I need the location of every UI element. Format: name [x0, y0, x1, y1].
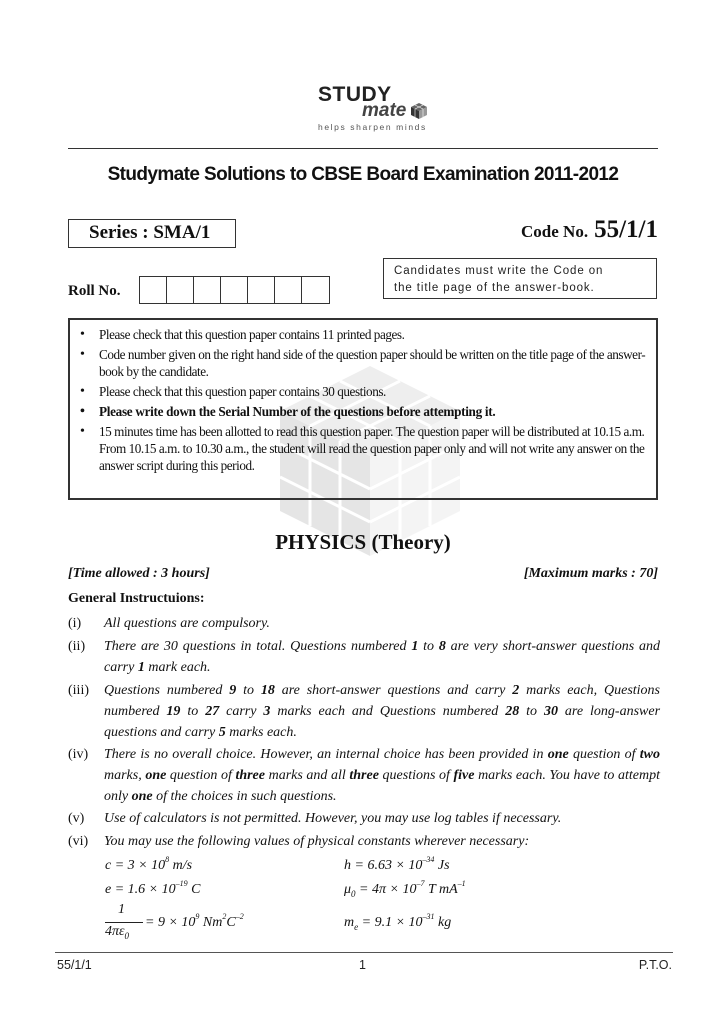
logo-tagline: helps sharpen minds [318, 122, 427, 132]
instruction-number: (vi) [68, 834, 89, 849]
roll-no-boxes[interactable] [139, 276, 330, 304]
constant-planck: $h = 6.63 \times 10^{-34}$ Js [344, 855, 450, 873]
page-number: 1 [359, 958, 366, 972]
code-label: Code No. [521, 222, 589, 241]
candidate-note-line: the title page of the answer-book. [394, 282, 595, 294]
instruction-text: There is no overall choice. However, an internal choice has been provided in one question of two marks, one question of three marks and all three questions of five marks each. You have to attempt only one of the choices in such questions. [104, 747, 660, 804]
roll-no-box[interactable] [221, 277, 248, 303]
constant-electron-mass: $m_e = 9.1 \times 10^{-31}$ kg [344, 912, 452, 932]
candidate-note-box [383, 258, 657, 299]
roll-no-label: Roll No. [68, 283, 121, 299]
checklist-item: • Please write down the Serial Number of the questions before attempting it. [80, 404, 496, 419]
footer-code: 55/1/1 [57, 958, 92, 972]
time-allowed: [Time allowed : 3 hours] [68, 566, 210, 581]
bullet-icon: • [80, 384, 85, 399]
constant-coulomb: = $9 \times 10^9$ $Nm^2C^{-2}$ [145, 912, 244, 930]
instruction-number: (i) [68, 616, 82, 631]
instruction-text: Use of calculators is not permitted. However, you may use log tables if necessary. [104, 811, 562, 826]
instruction-text: All questions are compulsory. [104, 616, 270, 631]
fraction-bar [105, 922, 143, 923]
checklist-item: • Please check that this question paper contains 30 questions. [80, 384, 386, 399]
checklist-box [68, 318, 658, 500]
roll-no-box[interactable] [275, 277, 302, 303]
instruction-vi [68, 831, 660, 852]
roll-no-box[interactable] [167, 277, 194, 303]
instruction-text: Questions numbered 9 to 18 are short-answer questions and carry 2 marks each, Questions numbered 19 to 27 carry 3 marks each and Questions numbered 28 to 30 are long-answer questions and carry 5 marks each. [104, 683, 661, 740]
subject-title: PHYSICS (Theory) [275, 530, 451, 554]
instruction-text: There are 30 questions in total. Questions numbered 1 to 8 are very short-answer questions and carry 1 mark each. [104, 639, 661, 675]
checklist-item: • Code number given on the right hand side of the question paper should be written on the title page of the answer-book by the candidate. [80, 347, 646, 379]
roll-no-box[interactable] [302, 277, 329, 303]
instruction-iv [68, 744, 660, 807]
code-value: 55/1/1 [594, 216, 658, 243]
instruction-text: You may use the following values of physical constants wherever necessary: [104, 834, 530, 849]
bullet-icon: • [80, 424, 85, 439]
instruction-number: (v) [68, 811, 85, 826]
document-title: Studymate Solutions to CBSE Board Examination 2011-2012 [107, 164, 619, 185]
maximum-marks: [Maximum marks : 70] [523, 566, 658, 581]
instruction-ii [68, 636, 660, 678]
instruction-number: (iv) [68, 747, 89, 762]
code-number [521, 216, 658, 244]
fraction-numerator: 1 [118, 902, 125, 917]
bullet-icon: • [80, 327, 85, 342]
bullet-icon: • [80, 404, 85, 419]
series-label: Series : SMA/1 [89, 222, 211, 243]
constant-electron-charge: $e = 1.6 \times 10^{-19}$ C [105, 879, 201, 897]
constant-permeability: $\mu_0 = 4\pi \times 10^{-7}$ T $mA^{-1}$ [344, 879, 466, 899]
bullet-icon: • [80, 347, 85, 362]
instruction-number: (iii) [68, 683, 89, 698]
checklist-item: • 15 minutes time has been allotted to read this question paper. The question paper will be distributed at 10.15 a.m. From 10.15 a.m. to 10.30 a.m., the student will read the question paper only and will not write any answer on the answer script during this period. [80, 424, 645, 473]
checklist-item: • Please check that this question paper contains 11 printed pages. [80, 327, 405, 342]
series-box [68, 219, 236, 248]
instruction-iii [68, 680, 660, 743]
footer-pto: P.T.O. [638, 958, 672, 972]
general-instructions-heading: General Instructuions: [68, 591, 205, 606]
logo-word-mate: mate [362, 100, 407, 121]
studymate-logo [318, 84, 428, 136]
instruction-v [68, 808, 660, 829]
fraction-denominator: $4\pi\varepsilon_0$ [105, 924, 130, 941]
logo-word-study: STUDY [318, 83, 392, 106]
logo-cube-icon [410, 102, 428, 120]
instruction-number: (ii) [68, 639, 86, 654]
constant-speed-of-light: $c = 3 \times 10^8$ m/s [105, 855, 193, 873]
candidate-note-line: Candidates must write the Code on [394, 265, 604, 277]
header-rule [68, 148, 658, 149]
roll-no-box[interactable] [194, 277, 221, 303]
roll-no-box[interactable] [140, 277, 167, 303]
roll-no-box[interactable] [248, 277, 275, 303]
footer-rule [55, 952, 673, 953]
instruction-i [68, 613, 660, 634]
